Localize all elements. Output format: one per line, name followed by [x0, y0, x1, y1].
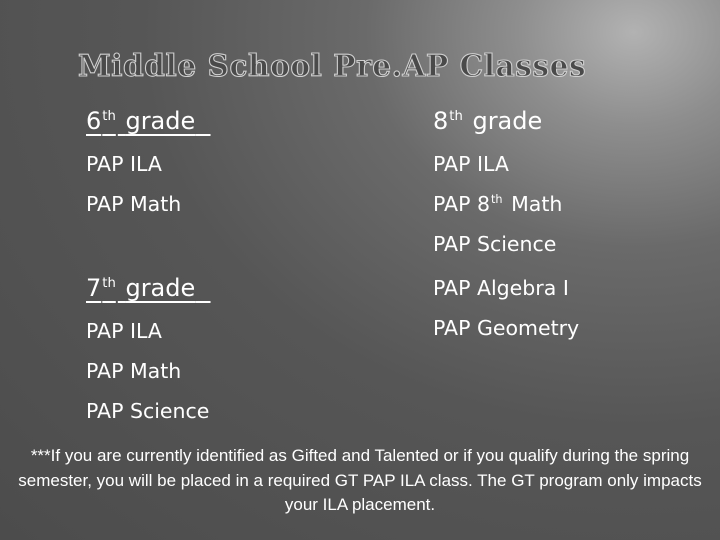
grade-7-label: grade — [125, 274, 196, 302]
grade-6-class-math: PAP Math — [86, 192, 182, 216]
grade-7-number: 7 — [86, 274, 102, 302]
grade-7-class-ila: PAP ILA — [86, 319, 162, 343]
grade-8-math-suffix: th — [491, 193, 503, 207]
grade-8-suffix: th — [449, 109, 463, 124]
grade-8-heading — [433, 100, 713, 144]
gt-footnote: ***If you are currently identified as Gifted and Talented or if you qualify during the spring semester, you will be placed in a required GT PAP ILA class. The GT program only impacts your ILA placement. — [18, 446, 702, 514]
grade-8-number: 8 — [433, 107, 449, 135]
grade-6-number: 6 — [86, 107, 102, 135]
grade-8-math-rest: Math — [511, 192, 563, 216]
grade-8-class-geometry: PAP Geometry — [433, 316, 580, 340]
grade-7-class-science: PAP Science — [86, 399, 210, 423]
grade-8-class-ila: PAP ILA — [433, 152, 509, 176]
grade-7-class-math: PAP Math — [86, 359, 182, 383]
grade-7-suffix: th — [102, 276, 116, 291]
grade-6-suffix: th — [102, 109, 116, 124]
grade-8-class-science: PAP Science — [433, 232, 557, 256]
grade-7-heading — [86, 267, 386, 311]
grade-6-heading — [86, 100, 386, 144]
grade-6-class-ila: PAP ILA — [86, 152, 162, 176]
left-spacer — [86, 224, 386, 264]
grade-8-class-algebra: PAP Algebra I — [433, 276, 569, 300]
slide-title: Middle School Pre.AP Classes — [78, 48, 587, 83]
grade-8-math-prefix: PAP 8 — [433, 192, 490, 216]
right-column — [433, 100, 713, 348]
grade-8-label: grade — [472, 107, 543, 135]
grade-6-label: grade — [125, 107, 196, 135]
grade-8-class-math — [433, 184, 713, 224]
left-column — [86, 100, 386, 431]
